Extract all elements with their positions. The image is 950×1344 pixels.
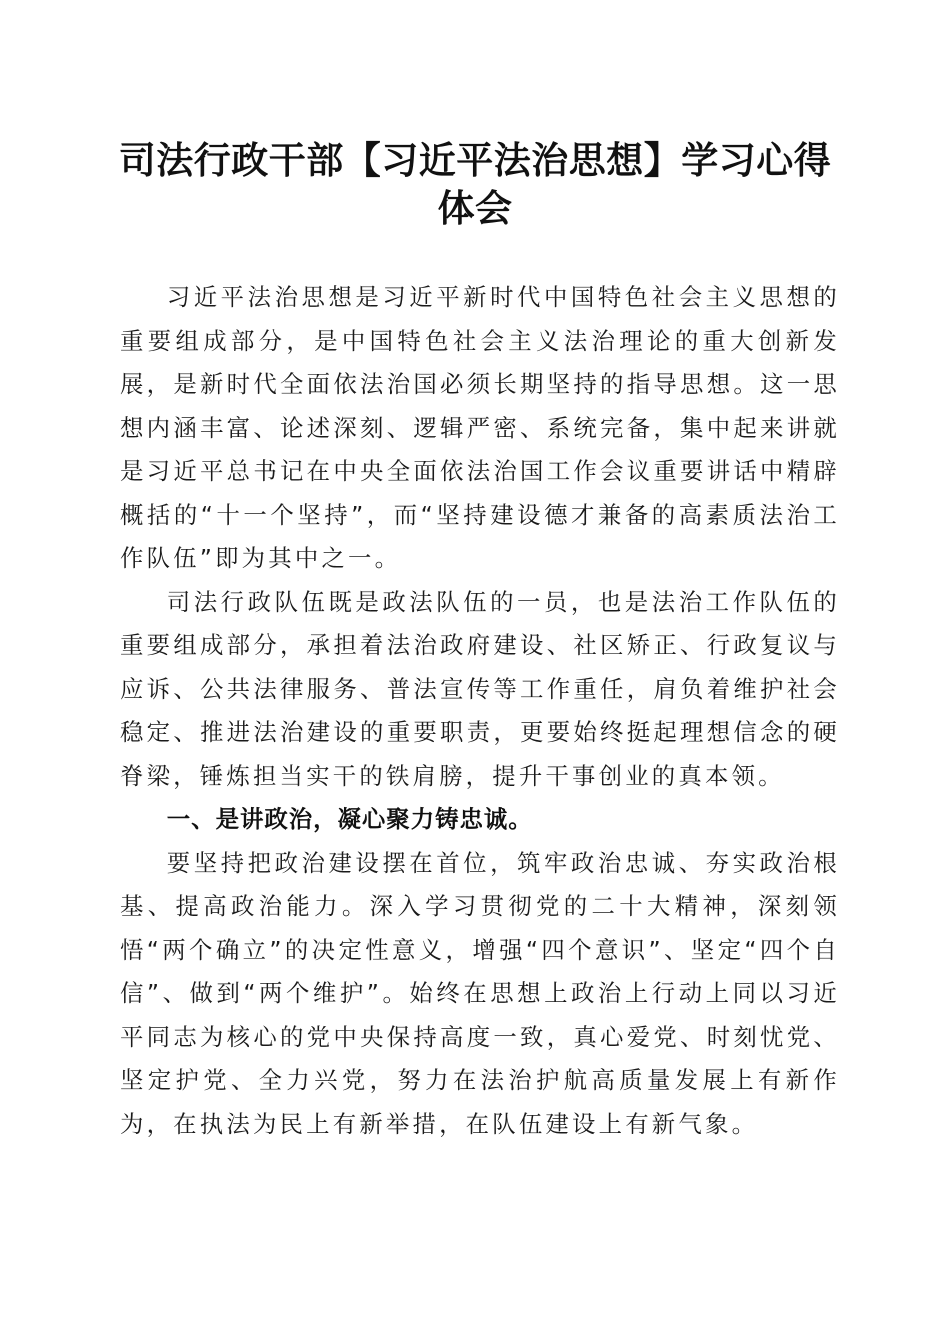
section-heading-1: 一、是讲政治，凝心聚力铸忠诚。 [166, 805, 533, 833]
body-paragraph-2: 司法行政队伍既是政法队伍的一员，也是法治工作队伍的重要组成部分，承担着法治政府建设、社区矫正、行政复议与应诉、公共法律服务、普法宣传等工作重任，肩负着维护社会稳定、推进法治建设的重要职责，更要始终挺起理想信念的硬脊梁，锤炼担当实干的铁肩膀，提升干事创业的真本领。 [120, 587, 840, 790]
section-paragraph-1: 要坚持把政治建设摆在首位，筑牢政治忠诚、夯实政治根基、提高政治能力。深入学习贯彻党的二十大精神，深刻领悟“两个确立”的决定性意义，增强“四个意识”、坚定“四个自信”、做到“两个维护”。始终在思想上政治上行动上同以习近平同志为核心的党中央保持高度一致，真心爱党、时刻忧党、坚定护党、全力兴党，努力在法治护航高质量发展上有新作为，在执法为民上有新举措，在队伍建设上有新气象。 [120, 848, 840, 1138]
document-body [120, 276, 840, 1146]
body-paragraph-1: 习近平法治思想是习近平新时代中国特色社会主义思想的重要组成部分，是中国特色社会主义法治理论的重大创新发展，是新时代全面依法治国必须长期坚持的指导思想。这一思想内涵丰富、论述深刻、逻辑严密、系统完备，集中起来讲就是习近平总书记在中央全面依法治国工作会议重要讲话中精辟概括的“十一个坚持”，而“坚持建设德才兼备的高素质法治工作队伍”即为其中之一。 [120, 283, 840, 572]
document-title: 司法行政干部【习近平法治思想】学习心得体会 [118, 138, 832, 230]
